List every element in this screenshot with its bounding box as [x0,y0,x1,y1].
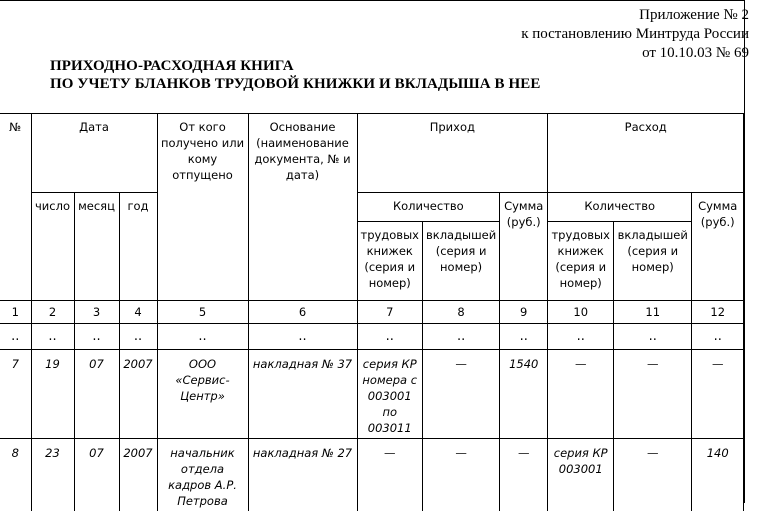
column-number: 4 [119,301,157,324]
column-number: 2 [31,301,74,324]
row-basis: накладная № 37 [248,350,357,439]
ellipsis-cell: .. [548,324,614,350]
header-num: № [0,114,31,301]
ellipsis-cell: .. [31,324,74,350]
row-month: 07 [74,439,119,511]
column-number: 11 [614,301,692,324]
ellipsis-row [0,324,744,350]
header-income-workbooks: трудовых книжек (серия и номер) [357,222,422,301]
column-number: 7 [357,301,422,324]
column-number: 8 [422,301,499,324]
row-income-sum: — [500,439,548,511]
title-line-2: ПО УЧЕТУ БЛАНКОВ ТРУДОВОЙ КНИЖКИ И ВКЛАДЫША В НЕЕ [50,75,540,93]
header-expense-inserts: вкладышей (серия и номер) [614,222,692,301]
ellipsis-cell: .. [692,324,744,350]
row-expense-workbooks: — [548,350,614,439]
column-number: 3 [74,301,119,324]
row-income-sum: 1540 [500,350,548,439]
row-expense-workbooks: серия КР 003001 [548,439,614,511]
ellipsis-cell: .. [0,324,31,350]
row-expense-sum: — [692,350,744,439]
row-num: 8 [0,439,31,511]
ellipsis-cell: .. [357,324,422,350]
row-year: 2007 [119,439,157,511]
row-num: 7 [0,350,31,439]
row-day: 23 [31,439,74,511]
appendix-note [449,6,749,63]
column-number: 9 [500,301,548,324]
table-row [0,439,744,511]
header-expense-quantity: Количество [548,193,692,222]
document-title [50,57,540,93]
header-row-2 [0,193,744,222]
header-row-1 [0,114,744,193]
header-expense-sum: Сумма (руб.) [692,193,744,301]
table-row [0,350,744,439]
row-month: 07 [74,350,119,439]
row-party: начальник отдела кадров А.Р. Петрова [157,439,248,511]
header-income-sum: Сумма (руб.) [500,193,548,301]
ellipsis-cell: .. [500,324,548,350]
header-month: месяц [74,193,119,301]
appendix-line-1: Приложение № 2 [449,6,749,25]
column-number-row [0,301,744,324]
header-income-inserts: вкладышей (серия и номер) [422,222,499,301]
row-income-workbooks: серия КР номера с 003001 по 003011 [357,350,422,439]
row-expense-inserts: — [614,439,692,511]
column-number: 10 [548,301,614,324]
header-expense-workbooks: трудовых книжек (серия и номер) [548,222,614,301]
row-income-inserts: — [422,439,499,511]
column-number: 12 [692,301,744,324]
frame-top-line [0,0,745,1]
ellipsis-cell: .. [422,324,499,350]
appendix-line-2: к постановлению Минтруда России [449,25,749,44]
row-day: 19 [31,350,74,439]
header-income-quantity: Количество [357,193,500,222]
ellipsis-cell: .. [119,324,157,350]
row-year: 2007 [119,350,157,439]
header-day: число [31,193,74,301]
header-year: год [119,193,157,301]
ellipsis-cell: .. [74,324,119,350]
ellipsis-cell: .. [157,324,248,350]
row-expense-sum: 140 [692,439,744,511]
row-income-inserts: — [422,350,499,439]
column-number: 1 [0,301,31,324]
column-number: 6 [248,301,357,324]
row-basis: накладная № 27 [248,439,357,511]
header-from-whom: От кого получено или кому отпущено [157,114,248,301]
ellipsis-cell: .. [248,324,357,350]
appendix-line-3: от 10.10.03 № 69 [449,44,749,63]
row-income-workbooks: — [357,439,422,511]
title-line-1: ПРИХОДНО-РАСХОДНАЯ КНИГА [50,57,540,75]
header-income: Приход [357,114,548,193]
column-number: 5 [157,301,248,324]
row-party: ООО «Сервис-Центр» [157,350,248,439]
row-expense-inserts: — [614,350,692,439]
header-date: Дата [31,114,157,193]
header-basis: Основание (наименование документа, № и дата) [248,114,357,301]
ellipsis-cell: .. [614,324,692,350]
header-expense: Расход [548,114,744,193]
ledger-table [0,113,744,511]
